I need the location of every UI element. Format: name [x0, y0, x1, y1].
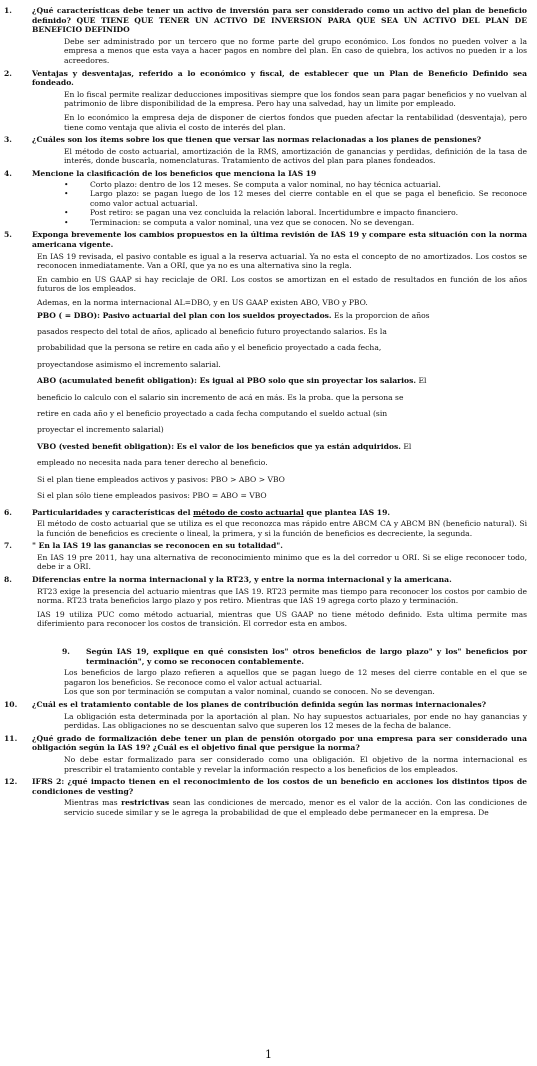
vbo-title: VBO (vested benefit obligation): Es el valor de los beneficios que ya están adquiridos.	[37, 441, 401, 451]
question-number: 4.	[4, 168, 12, 178]
answer-paragraph: Los beneficios de largo plazo refieren a aquellos que se pagan luego de 12 meses del cierre contable en el que se pagaron los beneficios. Se reconoce como el valor actual actuarial.	[64, 668, 527, 687]
question-title: Particularidades y características del método de costo actuarial que plantea IAS 19.	[32, 507, 391, 517]
question-9	[62, 647, 527, 666]
question-number: 8.	[4, 575, 12, 585]
question-7	[4, 541, 527, 551]
question-8	[4, 575, 527, 585]
question-title: Diferencias entre la norma internacional y la RT23, y entre la norma internacional y la americana.	[32, 575, 452, 585]
answer-paragraph: En lo económico la empresa deja de disponer de ciertos fondos que pueden afectar la rentabilidad (desventaja), pero tiene como ventaja que alivia el costo de interés del plan.	[64, 112, 527, 132]
answer-10: La obligación esta determinada por la aportación al plan. No hay supuestos actuariales, por ende no hay ganancias y perdidas. Las obligaciones no se descuentan salvo que superen los 12 meses de la fecha de balance.	[64, 711, 527, 731]
question-12	[4, 777, 527, 796]
pbo-line: probabilidad que la persona se retire en cada año y el beneficio proyectado a cada fecha,	[37, 343, 382, 353]
answer-paragraph: En cambio en US GAAP si hay reciclaje de ORI. Los costos se amortizan en el estado de resultados en función de los años futuros de los empleados.	[37, 274, 527, 294]
question-title: Según IAS 19, explique en qué consisten los" otros beneficios de largo plazo" y los" beneficios por terminación", y como se reconocen contablemente.	[86, 647, 527, 666]
abo-line: proyectar el incremento salarial)	[37, 425, 164, 435]
answer-9	[64, 668, 527, 697]
abo-line: ABO (acumulated benefit obligation): Es igual al PBO solo que sin proyectar los salarios. El	[37, 376, 427, 386]
question-title: ¿Qué grado de formalización debe tener un plan de pensión otorgado por una empresa para ser considerado una obligación según la IAS 19? ¿Cuál es el objetivo final que persigue la norma?	[32, 733, 527, 753]
question-title: Exponga brevemente los cambios propuestos en la última revisión de IAS 19 y compare esta situación con la norma americana vigente.	[32, 230, 527, 250]
question-title: IFRS 2: ¿qué impacto tienen en el reconocimiento de los costos de un beneficio en acciones los distintos tipos de condiciones de vesting?	[32, 777, 527, 796]
answer-2	[64, 90, 527, 132]
list-item: • Terminacion: se computa a valor nominal, una vez que se conocen. No se devengan.	[90, 218, 527, 228]
abo-line: retire en cada año y el beneficio proyectado a cada fecha computando el sueldo actual (sin	[37, 409, 388, 419]
question-title: Mencione la clasificación de los beneficios que menciona la IAS 19	[32, 168, 317, 178]
pbo-line: PBO ( = DBO): Pasivo actuarial del plan con los sueldos proyectados. Es la proporcion de años	[37, 310, 430, 320]
obligation-definitions	[37, 308, 527, 505]
question-number: 2.	[4, 68, 12, 78]
question-title: " En la IAS 19 las ganancias se reconocen en su totalidad".	[32, 541, 283, 551]
pbo-line: proyectandose asimismo el incremento salarial.	[37, 359, 221, 369]
pbo-title: PBO ( = DBO): Pasivo actuarial del plan con los sueldos proyectados.	[37, 310, 332, 320]
question-number: 7.	[4, 541, 12, 551]
question-title: ¿Cuál es el tratamiento contable de los planes de contribución definida según las normas internacionales?	[32, 700, 487, 709]
question-title: Ventajas y desventajas, referido a lo económico y fiscal, de establecer que un Plan de Beneficio Definido sea fondeado.	[32, 68, 527, 88]
answer-paragraph: En lo fiscal permite realizar deducciones impositivas siempre que los fondos sean para pagar beneficios y no vuelvan al patrimonio de libre disponibilidad de la empresa. Pero hay una salvedad, hay un limite por empleado.	[64, 89, 527, 109]
question-number: 1.	[4, 6, 12, 15]
answer-paragraph: RT23 exige la presencia del actuario mientras que IAS 19. RT23 permite mas tiempo para reconocer los costos por cambio de norma. RT23 trata beneficios largo plazo y pos retiro. Mientras que IAS 19 agrega corto plazo y terminación.	[37, 586, 527, 606]
answer-5	[37, 252, 527, 505]
question-6	[4, 508, 527, 518]
abo-title: ABO (acumulated benefit obligation): Es igual al PBO solo que sin proyectar los salarios.	[37, 376, 417, 386]
question-number: 6.	[4, 507, 12, 517]
question-2	[4, 69, 527, 88]
page-number: 1	[265, 1048, 272, 1061]
question-title: ¿Qué características debe tener un activo de inversión para ser considerado como un activo del plan de beneficio definido? QUE TIENE QUE TENER UN ACTIVO DE INVERSION PARA QUE SEA UN ACTIVO DEL PLAN DE BENEFICIO DEFINIDO	[32, 6, 527, 35]
benefit-classification-list	[4, 180, 527, 228]
answer-paragraph: IAS 19 utiliza PUC como método actuarial, mientras que US GAAP no tiene método definido. Esta ultima permite mas diferimiento para reconocer los costos de transición. El corredor esta en ambos.	[37, 609, 527, 629]
question-number: 9.	[62, 647, 70, 657]
question-number: 10.	[4, 700, 18, 709]
answer-paragraph: En IAS 19 revisada, el pasivo contable es igual a la reserva actuarial. Ya no esta el concepto de no amortizados. Los costos se reconocen inmediatamente. Van a ORI, que ya no es una alternativa sino la regla.	[37, 251, 527, 271]
question-number: 11.	[4, 733, 18, 743]
question-number: 12.	[4, 777, 18, 787]
answer-7: En IAS 19 pre 2011, hay una alternativa de reconocimiento minimo que es la del corredor u ORI. Si se elige reconocer todo, debe ir a ORI.	[37, 552, 527, 572]
question-4	[4, 169, 527, 179]
answer-1: Debe ser administrado por un tercero que no forme parte del grupo económico. Los fondos no pueden volver a la empresa a menos que esta vaya a hacer pagos en nombre del plan. En caso de quiebra, los activos no pueden ir a los acreedores.	[64, 36, 527, 65]
answer-paragraph: Los que son por terminación se computan a valor nominal, cuando se conocen. No se devengan.	[64, 687, 435, 697]
vbo-line: Si el plan sólo tiene empleados pasivos: PBO = ABO = VBO	[37, 491, 267, 501]
question-5	[4, 230, 527, 249]
vbo-line: VBO (vested benefit obligation): Es el valor de los beneficios que ya están adquiridos. El	[37, 441, 412, 451]
list-item: • Post retiro: se pagan una vez concluida la relación laboral. Incertidumbre e impacto financiero.	[90, 208, 527, 218]
question-number: 5.	[4, 230, 12, 240]
answer-11: No debe estar formalizado para ser considerado como una obligación. El objetivo de la norma internacional es prescribir el tratamiento contable y revelar la información respecto a los beneficios de los empleados.	[64, 754, 527, 774]
question-title: ¿Cuáles son los ítems sobre los que tienen que versar las normas relacionadas a los planes de pensiones?	[32, 135, 482, 145]
answer-6: El método de costo actuarial que se utiliza es el que reconozca mas rápido entre ABCM CA y ABCM BN (beneficio natural). Si la función de beneficios es creciente o lineal, la primera, y si la función de beneficios es decreciente, la segunda.	[37, 519, 527, 538]
answer-8	[37, 587, 527, 629]
question-3	[4, 135, 527, 145]
question-11	[4, 734, 527, 753]
answer-paragraph: Ademas, en la norma internacional AL=DBO, y en US GAAP existen ABO, VBO y PBO.	[37, 298, 368, 308]
answer-3: El método de costo actuarial, amortización de la RMS, amortización de ganancias y perdidas, definición de la tasa de interés, donde buscarla, nomenclaturas. Tratamiento de activos del plan para planes fondeados.	[64, 146, 527, 166]
answer-12: Mientras mas restrictivas sean las condiciones de mercado, menor es el valor de la acción. Con las condiciones de servicio sucede similar y se le agrega la probabilidad de que el empleado debe permanecer en la empresa. De	[64, 798, 527, 817]
vbo-line: empleado no necesita nada para tener derecho al beneficio.	[37, 458, 268, 468]
list-item: • Corto plazo: dentro de los 12 meses. Se computa a valor nominal, no hay técnica actuarial.	[90, 180, 527, 190]
abo-line: beneficio lo calculo con el salario sin incremento de acá en más. Es la proba. que la persona se	[37, 392, 404, 402]
question-1	[4, 6, 527, 35]
list-item: • Largo plazo: se pagan luego de los 12 meses del cierre contable en el que se paga el beneficio. Se reconoce como valor actual actuarial.	[90, 189, 527, 208]
question-number: 3.	[4, 135, 12, 145]
vbo-line: Si el plan tiene empleados activos y pasivos: PBO > ABO > VBO	[37, 474, 285, 484]
pbo-line: pasados respecto del total de años, aplicado al beneficio futuro proyectando salarios. Es la	[37, 327, 387, 337]
question-10	[4, 700, 527, 710]
